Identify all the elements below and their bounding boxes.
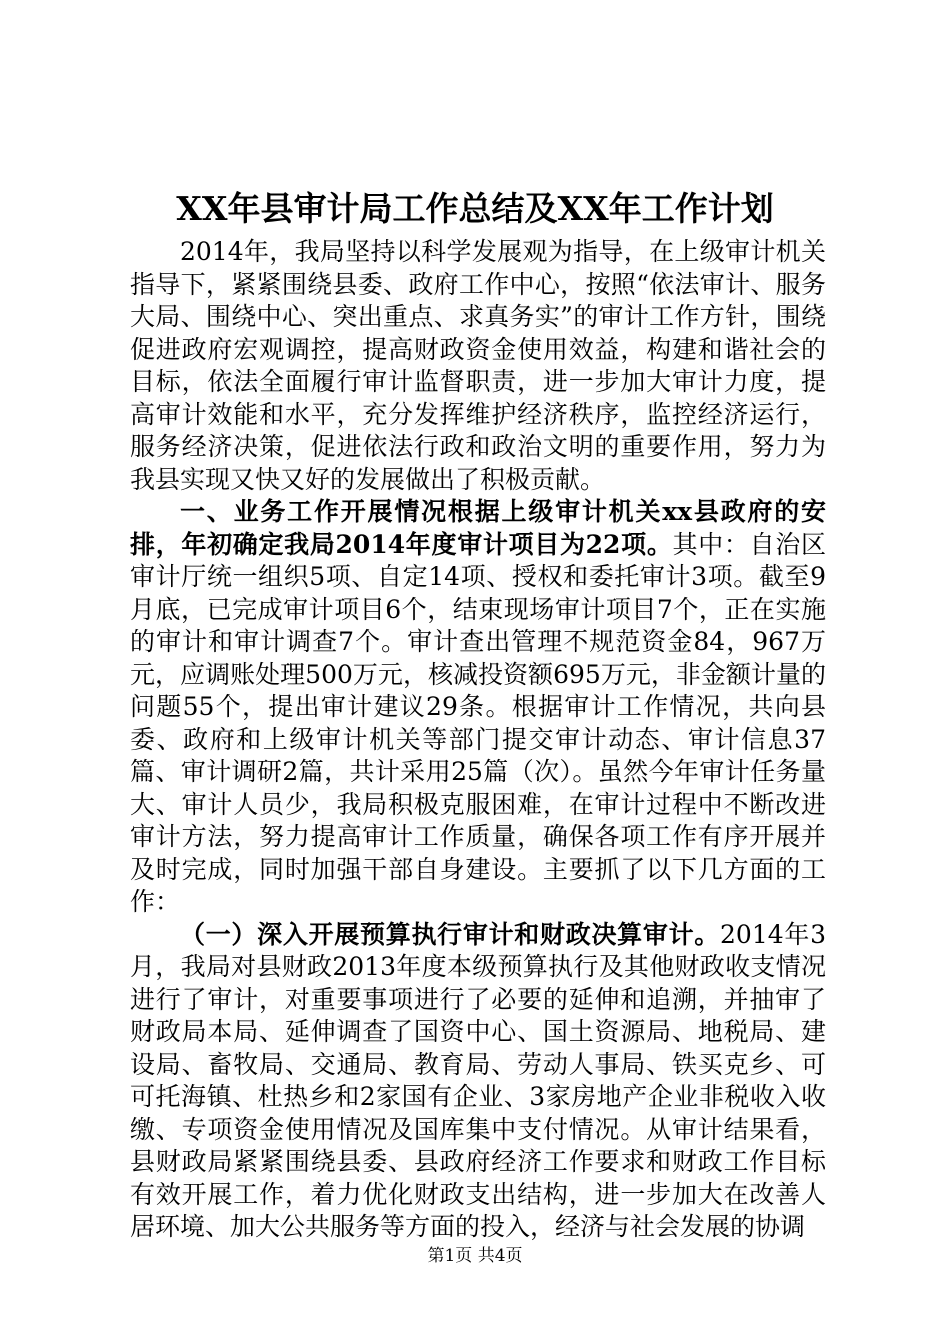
section-1-heading: 一、业务工作开展情况根据上级审计机关xx县政府的安排，年初确定我局2014年度审计项目为22项。 [130, 497, 826, 559]
document-body [130, 236, 826, 1244]
section-1-text: 其中：自治区审计厅统一组织5项、自定14项、授权和委托审计3项。截至9月底，已完成审计项目6个，结束现场审计项目7个，正在实施的审计和审计调查7个。审计查出管理不规范资金84，967万元，应调账处理500万元，核减投资额695万元，非金额计量的问题55个，提出审计建议29条。根据审计工作情况，共向县委、政府和上级审计机关等部门提交审计动态、审计信息37篇、审计调研2篇，共计采用25篇（次）。虽然今年审计任务量大、审计人员少，我局积极克服困难，在审计过程中不断改进审计方法，努力提高审计工作质量，确保各项工作有序开展并及时完成，同时加强干部自身建设。主要抓了以下几方面的工作： [130, 529, 826, 916]
document-title: XX年县审计局工作总结及XX年工作计划 [176, 189, 774, 228]
section-1-paragraph [130, 496, 826, 919]
intro-paragraph: 2014年，我局坚持以科学发展观为指导，在上级审计机关指导下，紧紧围绕县委、政府工作中心，按照“依法审计、服务大局、围绕中心、突出重点、求真务实”的审计工作方针，围绕促进政府宏观调控，提高财政资金使用效益，构建和谐社会的目标，依法全面履行审计监督职责，进一步加大审计力度，提高审计效能和水平，充分发挥维护经济秩序，监控经济运行，服务经济决策，促进依法行政和政治文明的重要作用，努力为我县实现又快又好的发展做出了积极贡献。 [130, 237, 826, 494]
subsection-1-paragraph [130, 919, 826, 1244]
page-number-footer: 第1页 共4页 [427, 1246, 523, 1266]
subsection-1-text: 2014年3月，我局对县财政2013年度本级预算执行及其他财政收支情况进行了审计，对重要事项进行了必要的延伸和追溯，并抽审了财政局本局、延伸调查了国资中心、国土资源局、地税局、建设局、畜牧局、交通局、教育局、劳动人事局、铁买克乡、可可托海镇、杜热乡和2家国有企业、3家房地产企业非税收入收缴、专项资金使用情况及国库集中支付情况。从审计结果看，县财政局紧紧围绕县委、县政府经济工作要求和财政工作目标有效开展工作，着力优化财政支出结构，进一步加大在改善人居环境、加大公共服务等方面的投入，经济与社会发展的协调 [130, 919, 826, 1241]
subsection-1-heading: （一）深入开展预算执行审计和财政决算审计。 [180, 919, 721, 949]
